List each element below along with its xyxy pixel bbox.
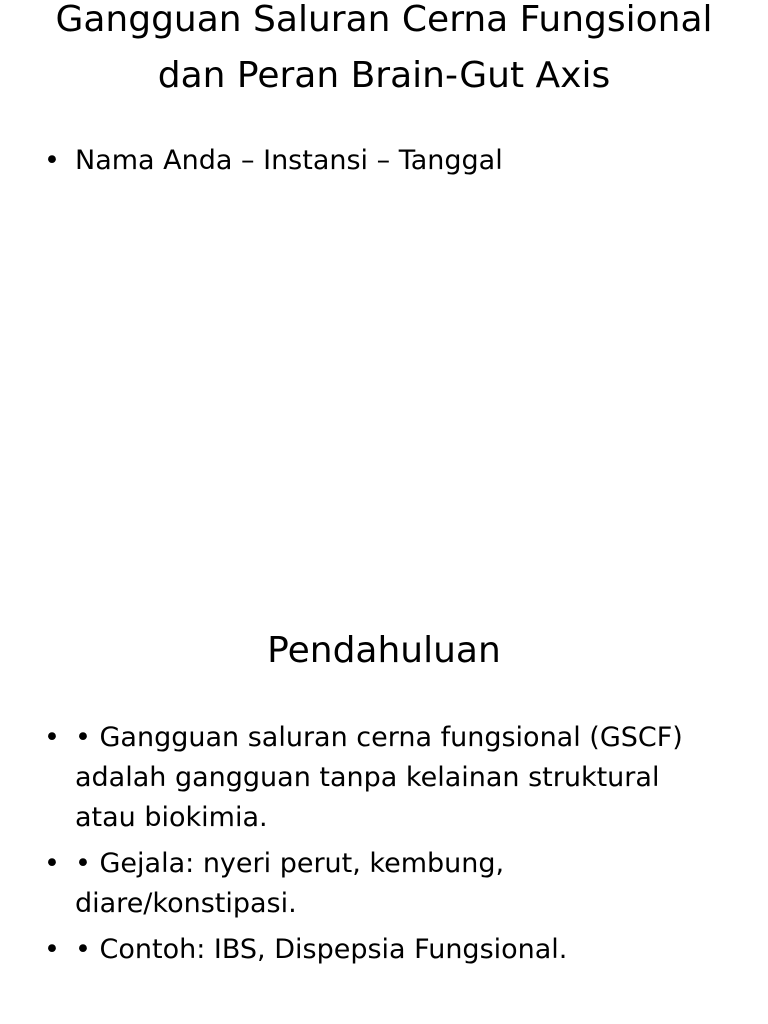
- list-item: [44, 718, 704, 838]
- bullet-list: [44, 718, 704, 976]
- slide-title: Pendahuluan: [267, 630, 501, 671]
- bullet-icon: •: [44, 934, 60, 965]
- bullet-icon: •: [44, 722, 60, 753]
- slide-pendahuluan: [0, 576, 768, 1024]
- list-item: [44, 844, 704, 924]
- bullet-text: • Gejala: nyeri perut, kembung, diare/konstipasi.: [75, 848, 505, 919]
- bullet-icon: •: [44, 145, 60, 176]
- bullet-text: • Gangguan saluran cerna fungsional (GSCF) adalah gangguan tanpa kelainan struktural atau biokimia.: [75, 722, 683, 833]
- list-item: [44, 141, 704, 181]
- bullet-list: [44, 141, 704, 187]
- bullet-text: • Contoh: IBS, Dispepsia Fungsional.: [75, 934, 568, 965]
- bullet-icon: •: [44, 848, 60, 879]
- list-item: [44, 930, 704, 970]
- bullet-text: Nama Anda – Instansi – Tanggal: [75, 145, 503, 176]
- slide-title: Gangguan Saluran Cerna Fungsional dan Peran Brain-Gut Axis: [55, 0, 713, 96]
